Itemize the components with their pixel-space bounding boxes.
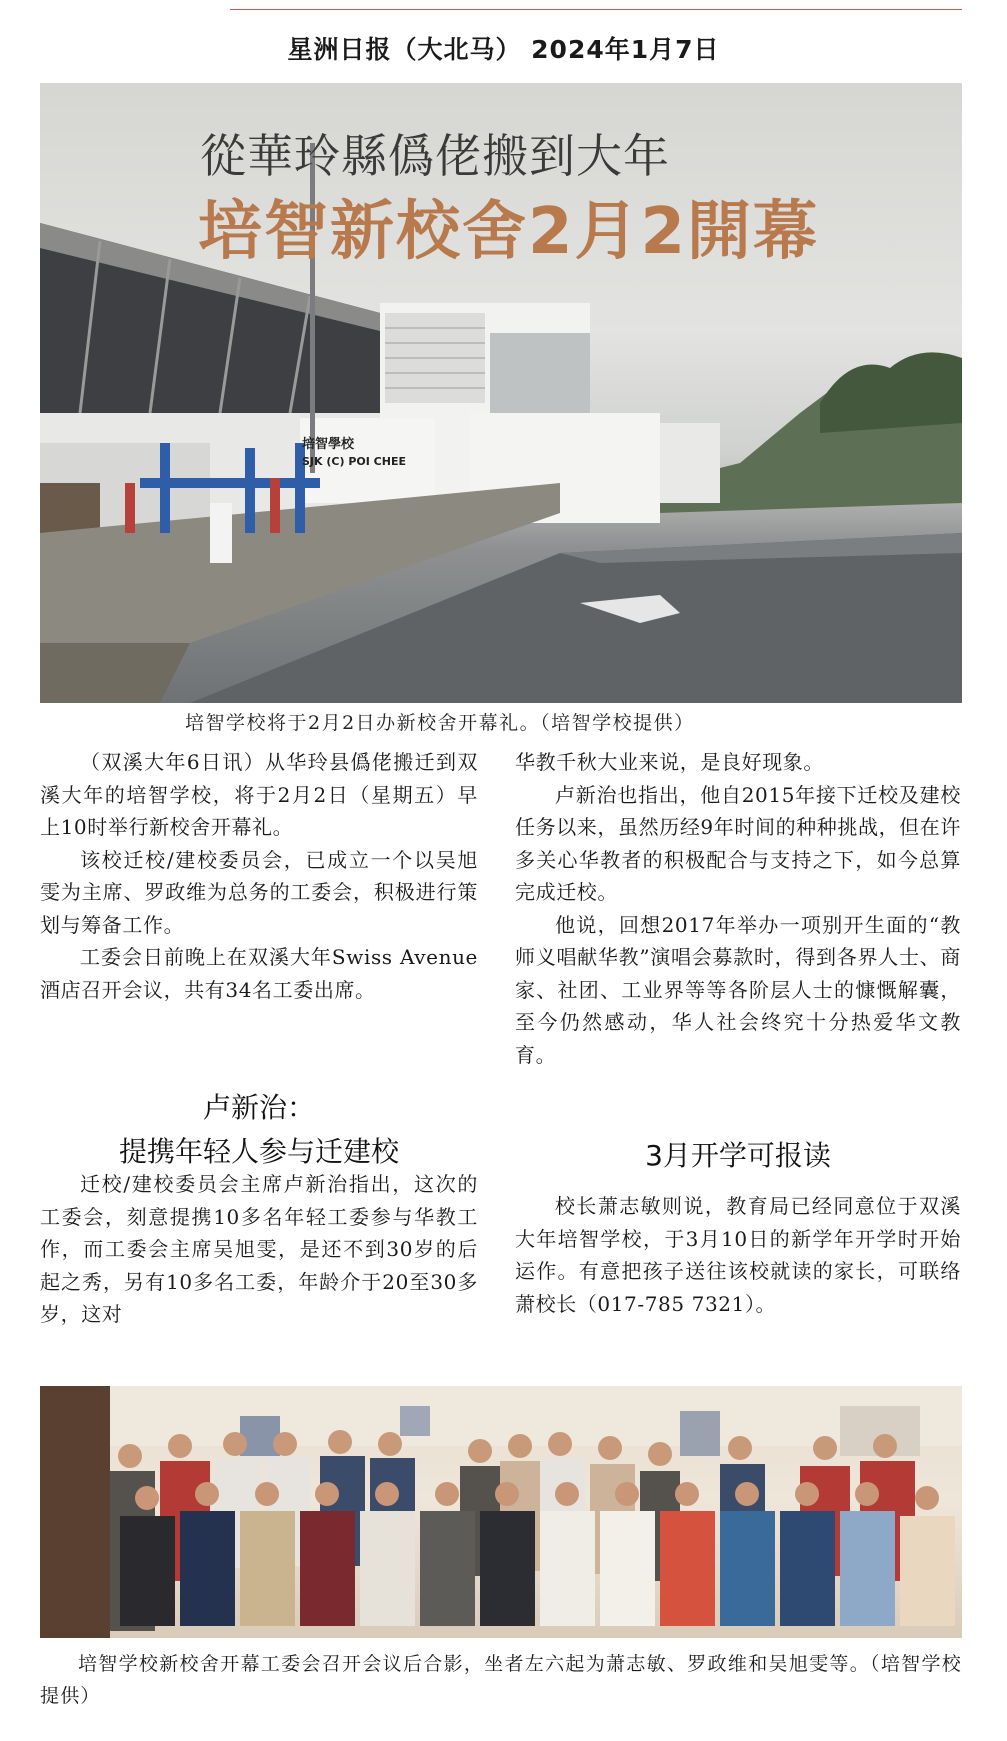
headline-main: 培智新校舍2月2開幕 [198, 195, 820, 269]
article-left-column-cont [40, 1168, 478, 1331]
photo-caption-top: 培智学校将于2月2日办新校舍开幕礼。（培智学校提供） [185, 712, 695, 734]
subheading-youth: 提携年轻人参与迁建校 [118, 1135, 399, 1168]
group-photo-illustration [40, 1386, 962, 1638]
article-right-column [515, 746, 961, 1071]
paragraph: 迁校/建校委员会主席卢新治指出，这次的工委会，刻意提携10多名年轻工委参与华教工作，而工委会主席吴旭雯，是还不到30岁的后起之秀，另有10多名工委，年龄介于20至30多岁，这对 [40, 1172, 478, 1326]
paragraph: 工委会日前晚上在双溪大年Swiss Avenue酒店召开会议，共有34名工委出席。 [40, 945, 478, 1002]
newspaper-masthead: 星洲日报（大北马） 2024年1月7日 [287, 35, 720, 64]
school-sign-chinese: 培智學校 [302, 437, 355, 452]
paragraph: 华教千秋大业来说，是良好现象。 [515, 750, 824, 774]
article-left-column [40, 746, 478, 1006]
group-photo [40, 1386, 962, 1638]
headline-kicker: 從華玲縣僞佬搬到大年 [200, 129, 670, 183]
school-sign-roman: SJK (C) POI CHEE [302, 455, 406, 468]
paragraph: 校长萧志敏则说，教育局已经同意位于双溪大年培智学校，于3月10日的新学年开学时开始运作。有意把孩子送往该校就读的家长，可联络萧校长（017-785 7321）。 [515, 1194, 961, 1316]
paragraph: 他说，回想2017年举办一项别开生面的“教师义唱献华教”演唱会募款时，得到各界人士、商家、社团、工业界等等各阶层人士的慷慨解囊，至今仍然感动，华人社会终究十分热爱华文教育。 [515, 912, 961, 1067]
paragraph: （双溪大年6日讯）从华玲县僞佬搬迁到双溪大年的培智学校，将于2月2日（星期五）早上10时举行新校舍开幕礼。 [40, 750, 478, 839]
paragraph: 卢新治也指出，他自2015年接下迁校及建校任务以来，虽然历经9年时间的种种挑战，但在许多关心华教者的积极配合与支持之下，如今总算完成迁校。 [515, 782, 961, 904]
article-right-column-cont [515, 1190, 961, 1320]
paragraph: 该校迁校/建校委员会，已成立一个以吴旭雯为主席、罗政维为总务的工委会，积极进行策划与筹备工作。 [40, 847, 478, 937]
header-rule [230, 9, 962, 10]
subheading-speaker: 卢新治： [202, 1091, 315, 1124]
subheading-enrolment: 3月开学可报读 [645, 1139, 831, 1172]
photo-caption-bottom [40, 1648, 962, 1712]
paragraph: 培智学校新校舍开幕工委会召开会议后合影，坐者左六起为萧志敏、罗政维和吴旭雯等。（培智学校提供） [40, 1653, 962, 1707]
